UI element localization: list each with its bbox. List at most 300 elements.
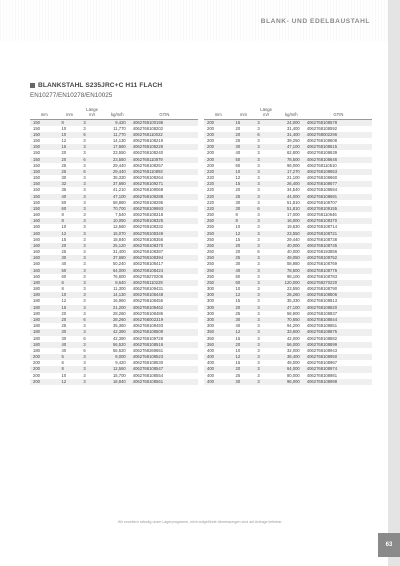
cell-thickness: 20 [59,243,81,249]
cell-thickness: 20 [61,310,67,316]
cell-gtin: 4062768108608 [306,138,338,144]
cell-weight: 70,700 [104,206,131,212]
cell-weight: 47,100 [278,144,305,150]
cell-length: 3 [80,206,104,212]
cell-gtin: 4062768108943 [306,347,338,353]
footnote: Wir erweitern ständig unser Lagerprogramm, nicht aufgeführte Abmessungen sind auf Anfrage lieferbar. [117,520,283,524]
cell-width: 150 [30,206,59,212]
cell-gtin: 4062768100196 [131,119,198,126]
cell-length: 3 [83,298,86,304]
cell-thickness: 10 [61,372,67,378]
header-thickness: mm [233,108,255,119]
cell-width: 400 [207,372,214,378]
header-length: Länge m/r [80,108,104,119]
cell-length: 3 [254,292,278,298]
cell-thickness: 15 [59,144,81,150]
cell-thickness: 15 [61,236,67,242]
cell-thickness: 25 [61,323,67,329]
product-heading [30,82,162,99]
cell-thickness: 25 [235,310,241,316]
cell-length: 3 [257,138,260,144]
cell-width: 400 [204,379,233,385]
page-number-box [378,533,400,557]
cell-weight: 94,200 [286,323,300,329]
cell-gtin: 4062768110879 [131,157,198,163]
cell-gtin: 4062768108509 [131,329,198,335]
cell-gtin: 4062768108349 [131,231,198,237]
cell-width: 300 [207,298,214,304]
cell-thickness: 25 [61,162,67,168]
cell-thickness: 30 [233,379,255,385]
cell-thickness: 10 [235,286,241,292]
cell-weight: 12,560 [112,224,126,230]
cell-thickness: 12 [61,298,67,304]
cell-thickness: 20 [59,317,81,323]
cell-gtin: 4062768002319 [131,317,198,323]
cell-weight: 35,360 [112,323,126,329]
cell-thickness: 60 [235,162,241,168]
cell-gtin: 4062768193856 [306,249,338,255]
cell-gtin: 4062768270220 [305,280,372,286]
cell-thickness: 15 [235,360,241,366]
cell-width: 220 [207,175,214,181]
cell-gtin: 4062768109993 [131,206,198,212]
cell-length: 3 [257,335,260,341]
cell-weight: 24,000 [278,119,305,126]
cell-width: 180 [33,286,40,292]
cell-weight: 23,550 [112,150,126,156]
cell-weight: 18,840 [104,379,131,385]
cell-length: 3 [83,360,86,366]
cell-width: 300 [204,305,233,311]
cell-length: 3 [254,354,278,360]
cell-gtin: 4062768269651 [132,347,164,353]
cell-width: 220 [204,169,233,175]
cell-width: 180 [30,329,59,335]
cell-gtin: 4062768108813 [306,298,338,304]
cell-length: 6 [83,335,86,341]
cell-thickness: 20 [233,243,255,249]
cell-length: 3 [257,224,260,230]
cell-gtin: 4062768110510 [306,162,337,168]
cell-weight: 31,400 [278,132,305,138]
cell-length: 3 [80,305,104,311]
cell-width: 250 [207,212,214,218]
cell-weight: 38,400 [278,354,305,360]
cell-gtin: 4062768108486 [132,310,164,316]
cell-gtin: 4062768108844 [305,317,372,323]
cell-width: 250 [207,236,214,242]
section-title: BLANK- UND EDELBAUSTAHL [260,18,370,25]
cell-thickness: 15 [233,119,255,126]
cell-width: 160 [30,268,59,274]
cell-length: 3 [254,231,278,237]
cell-length: 3 [80,342,104,348]
cell-length: 3 [83,150,86,156]
cell-thickness: 25 [233,194,255,200]
cell-thickness: 40 [235,150,241,156]
cell-width: 160 [30,218,59,224]
cell-length: 3 [254,194,278,200]
cell-width: 160 [33,224,40,230]
cell-weight: 96,000 [286,162,300,168]
cell-weight: 12,560 [104,366,131,372]
cell-weight: 31,400 [112,249,126,255]
cell-gtin: 4062768108974 [305,366,372,372]
cell-length: 3 [254,305,278,311]
cell-length: 3 [254,366,278,372]
cell-length: 3 [257,286,260,292]
cell-width: 200 [204,119,233,126]
cell-weight: 62,800 [286,150,300,156]
cell-thickness: 60 [233,280,255,286]
cell-thickness: 20 [235,125,241,131]
cell-weight: 51,810 [286,199,300,205]
cell-thickness: 10 [59,132,81,138]
cell-weight: 29,440 [112,162,126,168]
cell-length: 3 [83,175,86,181]
cell-width: 200 [204,132,233,138]
cell-width: 220 [204,194,233,200]
cell-thickness: 25 [61,249,67,255]
cell-weight: 31,400 [286,125,300,131]
cell-width: 200 [207,150,214,156]
cell-width: 150 [30,169,59,175]
cell-thickness: 30 [233,206,255,212]
cell-thickness: 8 [233,218,255,224]
cell-width: 250 [207,273,214,279]
cell-gtin: 4062768109271 [131,181,198,187]
cell-thickness: 30 [235,261,241,267]
cell-gtin: 4062768110022 [131,132,198,138]
cell-length: 3 [83,236,86,242]
cell-thickness: 30 [59,255,81,261]
cell-thickness: 40 [235,323,241,329]
cell-thickness: 5 [59,354,81,360]
cell-thickness: 30 [235,199,241,205]
cell-width: 250 [204,218,233,224]
cell-thickness: 10 [59,292,81,298]
cell-length: 6 [254,206,278,212]
cell-weight: 41,210 [112,187,126,193]
cell-thickness: 30 [233,317,255,323]
cell-length: 3 [254,280,278,286]
cell-weight: 37,680 [104,255,131,261]
cell-width: 220 [204,181,233,187]
cell-thickness: 20 [235,187,241,193]
cell-width: 200 [33,360,40,366]
cell-gtin: 4062768108707 [306,199,338,205]
cell-gtin: 4062768108745 [305,243,372,249]
cell-length: 3 [83,138,86,144]
cell-length: 3 [257,162,260,168]
cell-gtin: 4062768108318 [132,212,164,218]
cell-width: 300 [207,286,214,292]
cell-gtin: 4062768110646 [306,212,337,218]
cell-width: 250 [207,261,214,267]
cell-gtin: 4062768108653 [305,169,372,175]
cell-weight: 15,700 [112,372,126,378]
cell-width: 150 [30,181,59,187]
cell-thickness: 40 [59,194,81,200]
cell-thickness: 60 [61,273,67,279]
cell-weight: 23,550 [278,231,305,237]
cell-length: 3 [257,125,260,131]
cell-gtin: 4062768108370 [305,218,372,224]
cell-thickness: 50 [61,199,67,205]
cell-thickness: 10 [235,224,241,230]
cell-length: 3 [83,224,86,230]
cell-length: 3 [80,268,104,274]
cell-width: 200 [30,354,59,360]
cell-width: 350 [204,342,233,348]
cell-weight: 28,260 [112,310,126,316]
cell-gtin: 4062768108677 [305,181,372,187]
cell-gtin: 4062768108240 [132,150,164,156]
cell-width: 220 [207,199,214,205]
cell-width: 180 [33,310,40,316]
cell-weight: 28,260 [278,292,305,298]
cell-weight: 98,100 [286,273,300,279]
cell-width: 180 [33,335,40,341]
page-number: 63 [385,542,393,548]
cell-thickness: 12 [235,175,241,181]
cell-width: 250 [207,224,214,230]
cell-gtin: 4062768108219 [132,138,164,144]
cell-width: 160 [30,243,59,249]
cell-gtin: 4062768108523 [131,354,198,360]
bullet-square-icon [30,83,35,88]
cell-length: 3 [80,243,104,249]
table-body-right [204,119,372,385]
cell-length: 3 [257,150,260,156]
cell-length: 3 [257,236,260,242]
cell-length: 3 [254,255,278,261]
table-row [204,379,372,385]
cell-length: 3 [257,187,260,193]
cell-weight: 11,770 [113,125,126,131]
cell-thickness: 25 [235,372,241,378]
cell-width: 300 [204,317,233,323]
cell-weight: 44,000 [278,194,305,200]
cell-weight: 58,880 [286,261,300,267]
cell-width: 160 [33,273,40,279]
cell-weight: 34,540 [286,187,300,193]
cell-width: 200 [30,366,59,372]
cell-length: 3 [80,119,104,126]
cell-weight: 28,260 [104,317,131,323]
cell-gtin: 4062768108561 [131,379,198,385]
cell-width: 400 [207,347,214,353]
cell-thickness: 30 [61,335,67,341]
cell-thickness: 40 [233,268,255,274]
cell-gtin: 4062768110893 [131,169,198,175]
header-weight: kg/m/h [278,108,305,119]
cell-length: 3 [83,372,86,378]
cell-length: 3 [254,218,278,224]
cell-thickness: 20 [233,132,255,138]
cell-length: 3 [254,181,278,187]
cell-thickness: 12 [233,354,255,360]
cell-length: 3 [83,286,86,292]
cell-weight: 39,250 [286,138,300,144]
cell-weight: 7,540 [115,212,126,218]
cell-thickness: 20 [233,366,255,372]
cell-weight: 8,000 [104,354,131,360]
cell-gtin: 4062768108721 [305,231,372,237]
cell-weight: 96,000 [278,379,305,385]
cell-gtin: 4062768110229 [131,280,198,286]
cell-thickness: 32 [59,181,81,187]
cell-thickness: 12 [59,379,81,385]
cell-weight: 42,000 [286,335,300,341]
cell-gtin: 4062768108493 [132,323,164,329]
cell-weight: 32,000 [286,347,300,353]
cell-length: 3 [257,372,260,378]
cell-thickness: 60 [59,206,81,212]
cell-weight: 33,600 [278,329,305,335]
cell-gtin: 4062768108578 [305,119,372,126]
cell-gtin: 4062768108417 [132,261,164,267]
cell-length: 6 [254,132,278,138]
cell-width: 180 [30,342,59,348]
header-gtin: GTIN [131,108,198,119]
side-bar [385,0,400,566]
table-body-left [30,119,198,385]
cell-gtin: 4062768108554 [132,372,164,378]
cell-weight: 16,960 [112,298,126,304]
cell-gtin: 4062768108288 [131,194,198,200]
cell-weight: 56,520 [104,342,131,348]
cell-weight: 18,840 [112,236,126,242]
cell-width: 400 [204,366,233,372]
cell-width: 400 [207,360,214,366]
product-title: BLANKSTAHL S235JRC+C H11 FLACH [38,82,163,89]
cell-gtin: 4062768108226 [131,144,198,150]
cell-weight: 64,000 [104,268,131,274]
cell-thickness: 10 [235,347,241,353]
cell-weight: 29,440 [286,236,300,242]
cell-length: 3 [257,212,260,218]
cell-width: 250 [204,280,233,286]
cell-length: 3 [257,199,260,205]
cell-gtin: 4062768108264 [132,175,164,181]
cell-gtin: 4062768108394 [131,255,198,261]
cell-weight: 47,100 [278,305,305,311]
cell-thickness: 25 [59,169,81,175]
table-header-row [204,108,372,119]
cell-length: 3 [83,323,86,329]
cell-gtin: 4062768108783 [306,273,338,279]
cell-thickness: 8 [61,286,64,292]
cell-weight: 56,520 [112,347,126,353]
cell-gtin: 4062768108738 [306,236,338,242]
cell-length: 3 [80,280,104,286]
cell-width: 150 [33,187,40,193]
cell-weight: 19,630 [286,224,300,230]
cell-width: 350 [204,329,233,335]
cell-weight: 42,390 [112,335,126,341]
cell-weight: 78,500 [278,157,305,163]
cell-thickness: 10 [61,125,67,131]
cell-weight: 21,100 [286,175,300,181]
cell-gtin: 4062768108325 [131,218,198,224]
cell-width: 250 [204,231,233,237]
table-left [30,108,198,385]
cell-thickness: 10 [61,224,67,230]
product-norms: EN10277/EN10278/EN10025 [30,92,113,99]
cell-thickness: 30 [61,175,67,181]
header-width: mm [204,108,233,119]
cell-gtin: 4062768108998 [305,379,372,385]
cell-length: 3 [83,249,86,255]
cell-gtin: 4062768108851 [306,323,338,329]
cell-thickness: 15 [235,335,241,341]
cell-length: 3 [83,125,86,131]
cell-weight: 11,300 [113,286,126,292]
cell-thickness: 12 [233,231,255,237]
cell-gtin: 4062768108899 [305,342,372,348]
cell-length: 3 [254,169,278,175]
cell-weight: 21,200 [104,305,131,311]
cell-weight: 17,660 [104,144,131,150]
cell-width: 250 [204,243,233,249]
cell-weight: 35,330 [286,298,300,304]
cell-width: 180 [33,298,40,304]
cell-weight: 37,680 [104,181,131,187]
cell-weight: 58,900 [286,310,300,316]
cell-length: 6 [80,132,104,138]
cell-width: 250 [204,268,233,274]
cell-thickness: 8 [235,212,238,218]
cell-width: 180 [30,280,59,286]
cell-gtin: 4062768108547 [131,366,198,372]
cell-length: 3 [80,329,104,335]
cell-gtin: 4062768108790 [306,286,338,292]
cell-length: 3 [257,273,260,279]
cell-gtin: 4062768109068 [132,187,164,193]
cell-width: 200 [207,162,214,168]
cell-thickness: 12 [61,138,67,144]
cell-gtin: 4062768108448 [131,292,198,298]
cell-width: 150 [33,162,40,168]
cell-length: 3 [80,231,104,237]
cell-thickness: 15 [59,305,81,311]
cell-length: 3 [80,292,104,298]
cell-width: 160 [33,236,40,242]
cell-weight: 9,420 [104,119,131,126]
cell-thickness: 25 [235,138,241,144]
cell-weight: 48,000 [286,360,300,366]
cell-width: 150 [33,150,40,156]
cell-weight: 51,810 [278,206,305,212]
cell-width: 220 [207,187,214,193]
cell-length: 6 [83,347,86,353]
cell-width: 150 [30,119,59,126]
cell-gtin: 4062768108332 [132,224,164,230]
cell-weight: 40,000 [286,249,300,255]
table-right [204,108,372,385]
cell-length: 3 [83,212,86,218]
cell-weight: 58,880 [112,199,126,205]
cell-width: 150 [33,175,40,181]
cell-length: 3 [80,218,104,224]
header-gtin: GTIN [305,108,372,119]
cell-gtin: 4062768108516 [131,342,198,348]
header-thickness: mm [59,108,81,119]
cell-thickness: 12 [233,329,255,335]
cell-gtin: 4062768108691 [305,194,372,200]
